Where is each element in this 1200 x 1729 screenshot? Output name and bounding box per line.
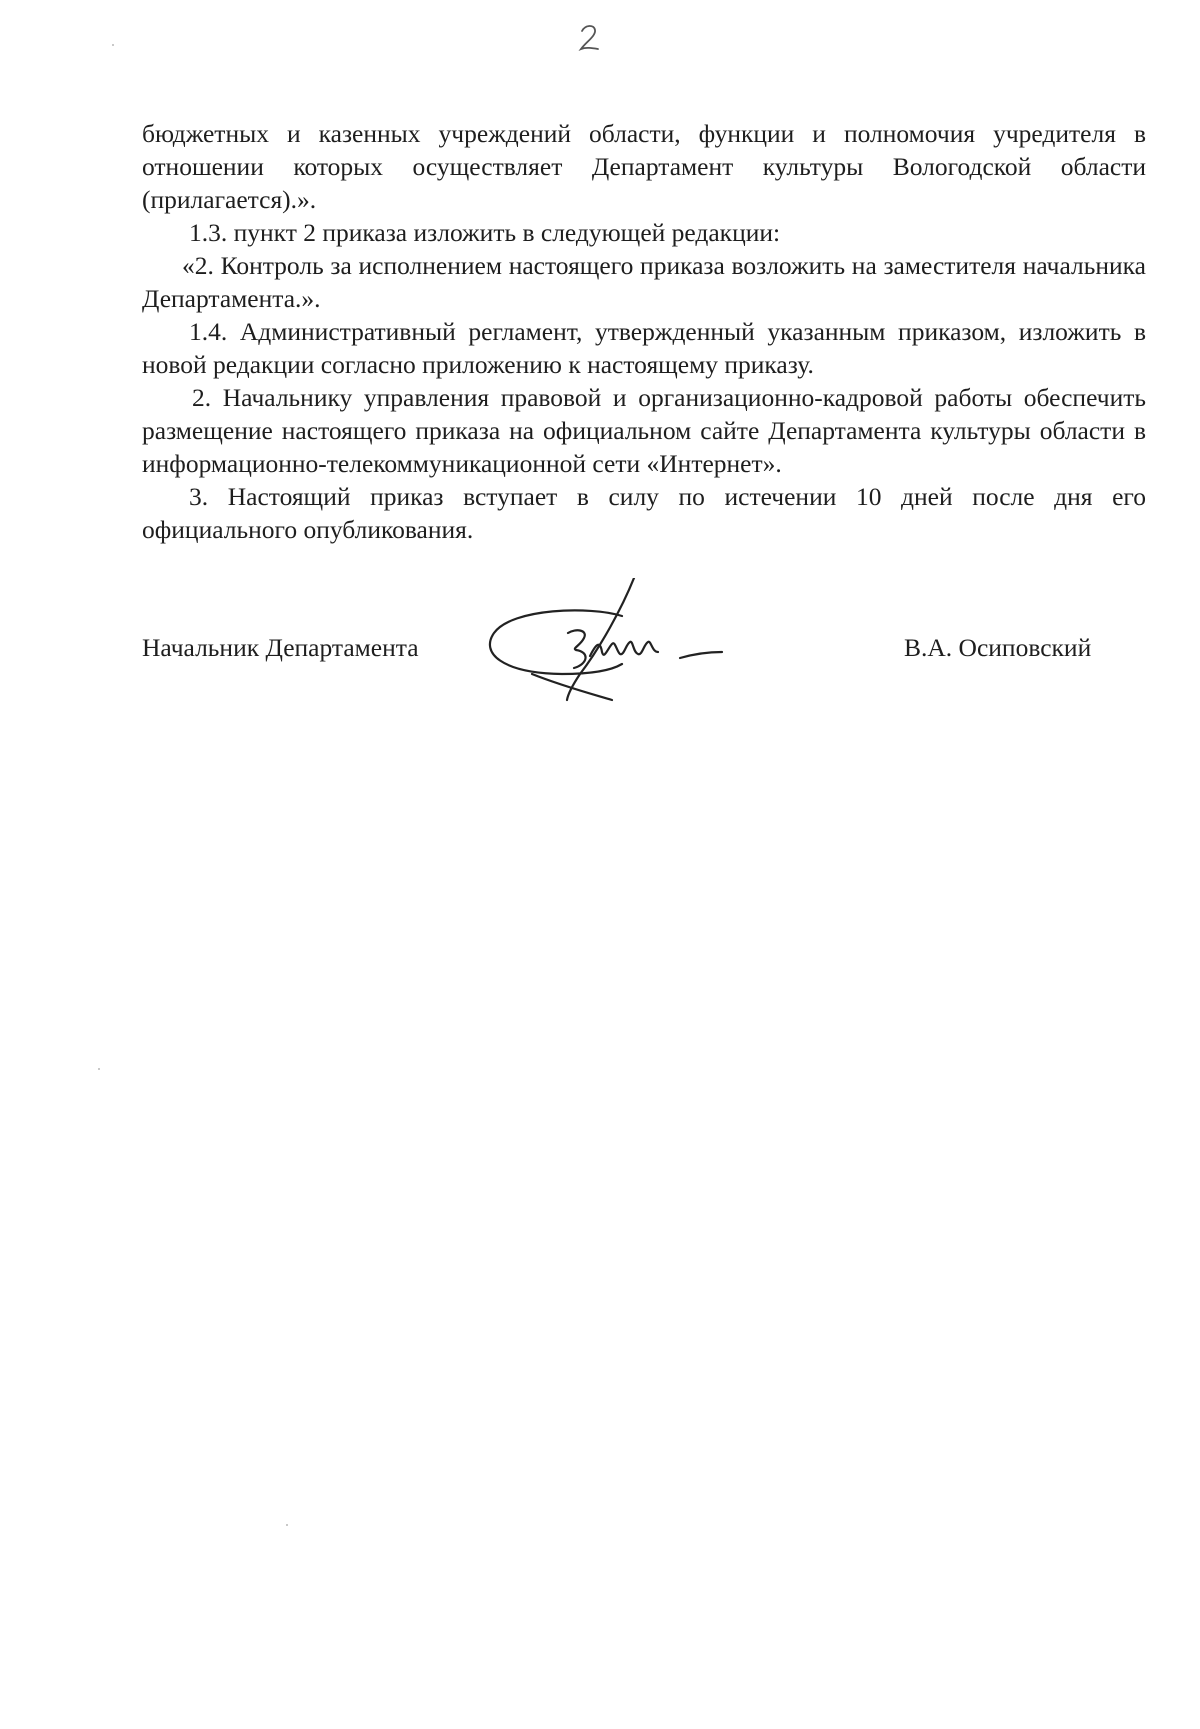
paragraph-quoted-2: «2. Контроль за исполнением настоящего приказа возложить на заместителя начальника Департамента.». (142, 251, 1146, 313)
signatory-name: В.А. Осиповский (904, 633, 1092, 662)
scan-speck (112, 44, 114, 46)
signatory-position: Начальник Департамента (142, 633, 419, 662)
paragraph-2: 2. Начальнику управления правовой и организационно-кадровой работы обеспечить размещение настоящего приказа на официальном сайте Департамента культуры области в информационно-телекоммуникационной сети «Интернет». (142, 383, 1146, 478)
scan-speck (286, 1524, 288, 1526)
document-body (142, 117, 1146, 546)
paragraph-3: 3. Настоящий приказ вступает в силу по истечении 10 дней после дня его официального опубликования. (142, 482, 1146, 544)
paragraph-1-4: 1.4. Административный регламент, утвержденный указанным приказом, изложить в новой редакции согласно приложению к настоящему приказу. (142, 317, 1146, 379)
handwritten-signature (472, 578, 892, 718)
scan-speck (98, 1068, 100, 1070)
signature-block (142, 578, 1146, 718)
paragraph-continuation: бюджетных и казенных учреждений области, функции и полномочия учредителя в отношении которых осуществляет Департамент культуры Вологодской области (прилагается).». (142, 119, 1146, 214)
handwritten-page-number (576, 22, 606, 54)
paragraph-1-3: 1.3. пункт 2 приказа изложить в следующей редакции: (189, 218, 781, 247)
